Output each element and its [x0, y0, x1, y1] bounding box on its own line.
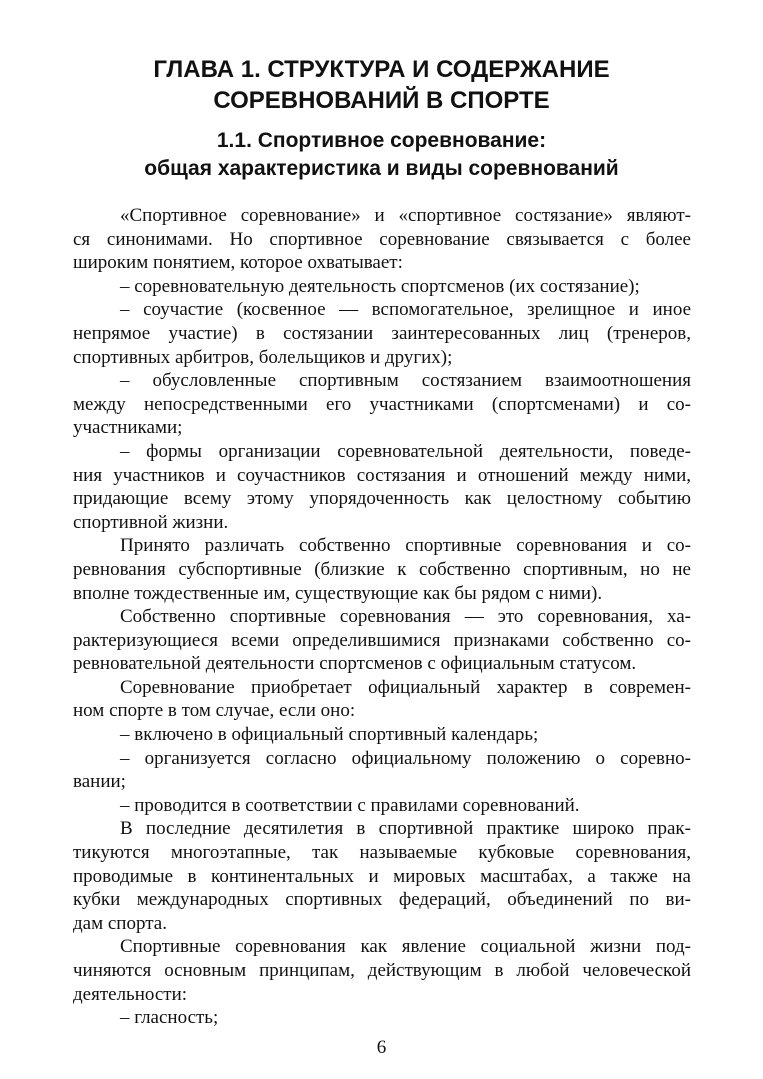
paragraph	[73, 1006, 691, 1030]
paragraph	[73, 723, 691, 747]
section-title-line: общая характеристика и виды соревнований	[144, 157, 619, 180]
paragraph-line: спортивной жизни.	[73, 511, 229, 533]
paragraph-line: широким понятием, которое охватывает:	[73, 252, 403, 274]
paragraph-line: Принято различать собственно спортивные соревнования и со-	[120, 535, 691, 557]
paragraph-line: ревновательной деятельности спортсменов с официальным статусом.	[73, 653, 637, 675]
chapter-title	[60, 54, 703, 116]
paragraph-line: рактеризующиеся всеми определившимися признаками собственно со-	[73, 629, 691, 651]
paragraph-line: ния участников и соучастников состязания и отношений между ними,	[73, 464, 691, 486]
paragraph	[73, 794, 691, 818]
paragraph-line: – организуется согласно официальному положению о соревно-	[120, 747, 691, 769]
chapter-title-line: СОРЕВНОВАНИЙ В СПОРТЕ	[213, 87, 550, 114]
paragraph	[73, 534, 691, 605]
paragraph-line: Собственно спортивные соревнования — это соревнования, ха-	[120, 606, 691, 628]
section-title	[60, 127, 703, 183]
paragraph-line: чиняются основным принципам, действующим в любой человеческой	[73, 960, 691, 981]
paragraph-line: В последние десятилетия в спортивной практике широко прак-	[120, 818, 691, 840]
paragraph	[73, 935, 691, 1006]
paragraph-line: – гласность;	[120, 1007, 219, 1029]
paragraph-line: кубки международных спортивных федераций, объединений по ви-	[73, 889, 691, 911]
paragraph	[73, 676, 691, 723]
paragraph-line: участниками;	[73, 417, 183, 439]
page-number: 6	[376, 1037, 387, 1058]
paragraph-line: «Спортивное соревнование» и «спортивное состязание» являют-	[120, 205, 691, 226]
paragraph	[73, 298, 691, 369]
paragraph-line: – включено в официальный спортивный календарь;	[120, 724, 539, 746]
body-text	[73, 204, 691, 1030]
paragraph-line: ном спорте в том случае, если оно:	[73, 700, 356, 722]
paragraph-line: – соучастие (косвенное — вспомогательное, зрелищное и иное	[120, 299, 691, 321]
paragraph	[73, 747, 691, 794]
paragraph-line: придающие всему этому упорядоченность как целостному событию	[73, 488, 691, 510]
paragraph-line: – обусловленные спортивным состязанием взаимоотношения	[120, 370, 691, 392]
paragraph-line: вполне тождественные им, существующие как бы рядом с ними).	[73, 582, 603, 604]
paragraph	[73, 275, 691, 299]
paragraph-line: – формы организации соревновательной деятельности, поведе-	[120, 440, 691, 462]
paragraph-line: Спортивные соревнования как явление социальной жизни под-	[120, 936, 691, 958]
paragraph	[73, 204, 691, 275]
paragraph	[73, 817, 691, 935]
paragraph-line: проводимые в континентальных и мировых масштабах, а также на	[73, 865, 691, 887]
paragraph-line: Соревнование приобретает официальный характер в современ-	[120, 676, 691, 698]
paragraph-line: тикуются многоэтапные, так называемые кубковые соревнования,	[73, 842, 691, 864]
paragraph	[73, 440, 691, 534]
paragraph-line: ревнования субспортивные (близкие к собственно спортивным, но не	[73, 558, 691, 580]
paragraph-line: деятельности:	[73, 983, 188, 1005]
section-title-line: 1.1. Спортивное соревнование:	[216, 129, 547, 152]
paragraph-line: ся синонимами. Но спортивное соревнование связывается с более	[73, 228, 691, 250]
paragraph-line: непрямое участие) в состязании заинтересованных лиц (тренеров,	[73, 322, 691, 344]
paragraph-line: между непосредственными его участниками (спортсменами) и со-	[73, 393, 691, 415]
paragraph	[73, 369, 691, 440]
paragraph-line: вании;	[73, 771, 126, 793]
paragraph	[73, 605, 691, 676]
paragraph-line: – соревновательную деятельность спортсменов (их состязание);	[120, 275, 640, 297]
paragraph-line: дам спорта.	[73, 912, 167, 934]
paragraph-line: спортивных арбитров, болельщиков и других);	[73, 346, 453, 368]
paragraph-line: – проводится в соответствии с правилами соревнований.	[120, 794, 580, 816]
chapter-title-line: ГЛАВА 1. СТРУКТУРА И СОДЕРЖАНИЕ	[153, 56, 610, 83]
